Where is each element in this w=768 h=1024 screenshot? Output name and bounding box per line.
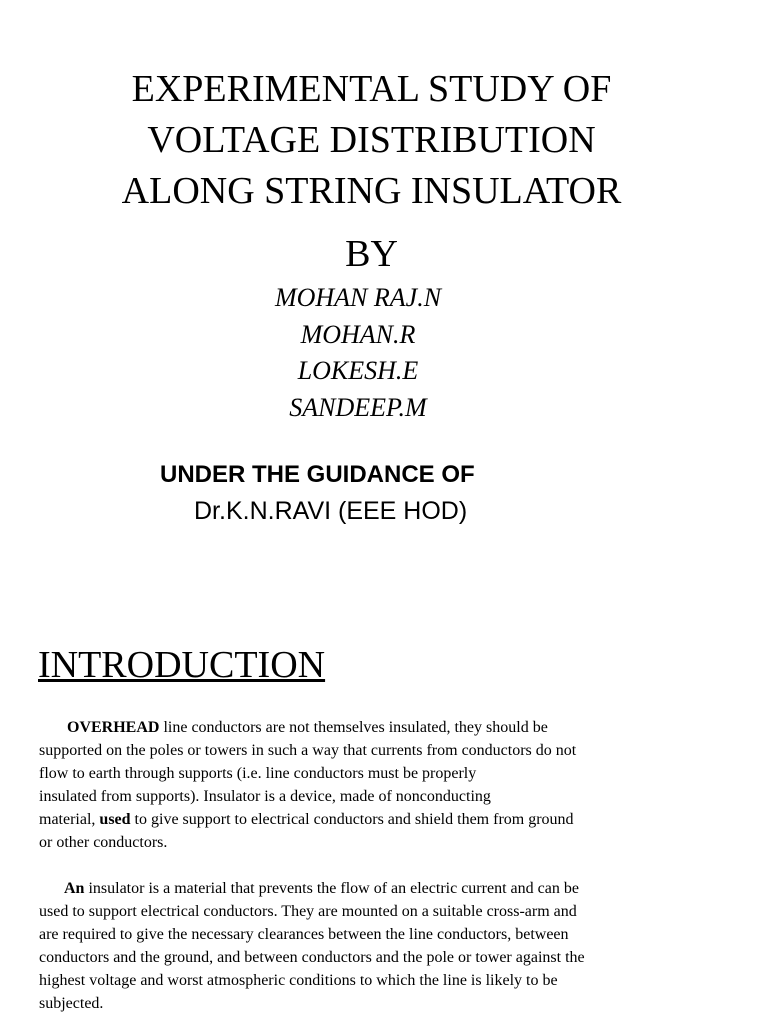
intro-paragraph-2 — [39, 877, 739, 1015]
author-name: MOHAN RAJ.N — [274, 283, 442, 312]
introduction-heading: INTRODUCTION — [38, 644, 326, 686]
text-line: conductors and the ground, and between conductors and the pole or tower against the — [39, 949, 585, 966]
author-name: LOKESH.E — [297, 356, 419, 385]
text-line: or other conductors. — [39, 834, 168, 851]
bold-lead-word: An — [64, 880, 85, 897]
text-span: insulator is a material that prevents the flow of an electric current and can be — [84, 880, 579, 897]
bold-word: used — [99, 811, 131, 828]
text-line: supported on the poles or towers in such a way that currents from conductors do not — [39, 742, 577, 759]
text-line: insulated from supports). Insulator is a device, made of nonconducting — [39, 788, 491, 805]
text-line: highest voltage and worst atmospheric conditions to which the line is likely to be — [39, 972, 558, 989]
intro-paragraph-1 — [39, 716, 739, 854]
text-line: are required to give the necessary clearances between the line conductors, between — [39, 926, 569, 943]
title-line-3: ALONG STRING INSULATOR — [121, 170, 622, 212]
text-line: used to support electrical conductors. They are mounted on a suitable cross-arm and — [39, 903, 577, 920]
title-line-2: VOLTAGE DISTRIBUTION — [147, 119, 596, 161]
title-line-1: EXPERIMENTAL STUDY OF — [131, 68, 612, 110]
author-name: SANDEEP.M — [289, 392, 427, 422]
document-title — [0, 64, 743, 217]
guidance-label: UNDER THE GUIDANCE OF — [160, 461, 475, 488]
author-list — [0, 280, 716, 426]
author-name: MOHAN.R — [300, 319, 416, 349]
bold-lead-word: OVERHEAD — [67, 719, 160, 736]
text-line: flow to earth through supports (i.e. line conductors must be properly — [39, 765, 477, 782]
text-span: to give support to electrical conductors and shield them from ground — [130, 811, 574, 828]
text-span: material, — [39, 811, 100, 828]
by-label: BY — [345, 233, 398, 275]
text-line: subjected. — [39, 995, 104, 1012]
guide-name: Dr.K.N.RAVI (EEE HOD) — [194, 497, 468, 525]
text-span: line conductors are not themselves insulated, they should be — [159, 719, 548, 736]
